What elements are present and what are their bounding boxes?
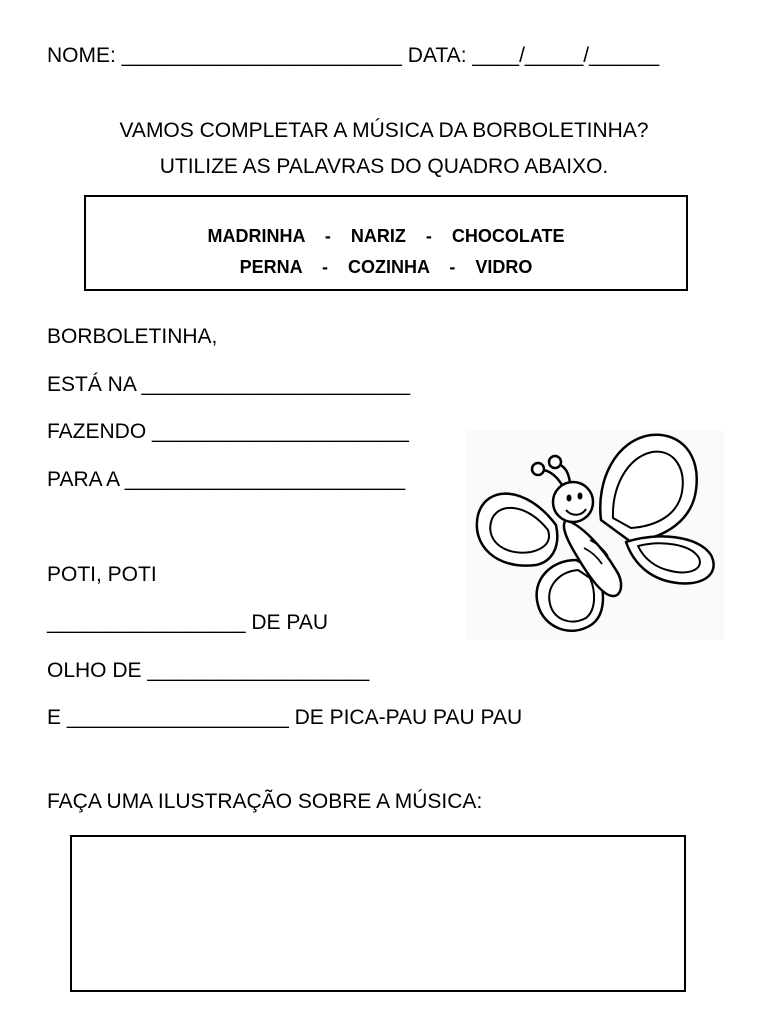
song-line-1: BORBOLETINHA, [47, 325, 218, 348]
butterfly-icon [466, 430, 724, 640]
illustration-drawing-area[interactable] [70, 835, 686, 992]
song-line-4: PARA A ________________________ [47, 468, 406, 491]
song-line-2: ESTÁ NA _______________________ [47, 373, 411, 396]
song-line-5: POTI, POTI [47, 563, 157, 586]
instruction-line-2: UTILIZE AS PALAVRAS DO QUADRO ABAIXO. [159, 155, 609, 178]
word-bank-row-2: PERNA - COZINHA - VIDRO [239, 257, 533, 277]
word-bank-row-1: MADRINHA - NARIZ - CHOCOLATE [207, 226, 565, 246]
word-bank-box [84, 195, 688, 291]
song-line-3: FAZENDO ______________________ [47, 420, 409, 443]
song-line-8: E ___________________ DE PICA-PAU PAU PAU [47, 706, 523, 729]
instruction-line-1: VAMOS COMPLETAR A MÚSICA DA BORBOLETINHA? [119, 119, 649, 142]
song-line-7: OLHO DE ___________________ [47, 659, 370, 682]
illustration-prompt: FAÇA UMA ILUSTRAÇÃO SOBRE A MÚSICA: [47, 790, 483, 813]
name-date-line: NOME: ________________________ DATA: ____/_____/______ [47, 44, 660, 67]
song-line-6: _________________ DE PAU [47, 611, 329, 634]
